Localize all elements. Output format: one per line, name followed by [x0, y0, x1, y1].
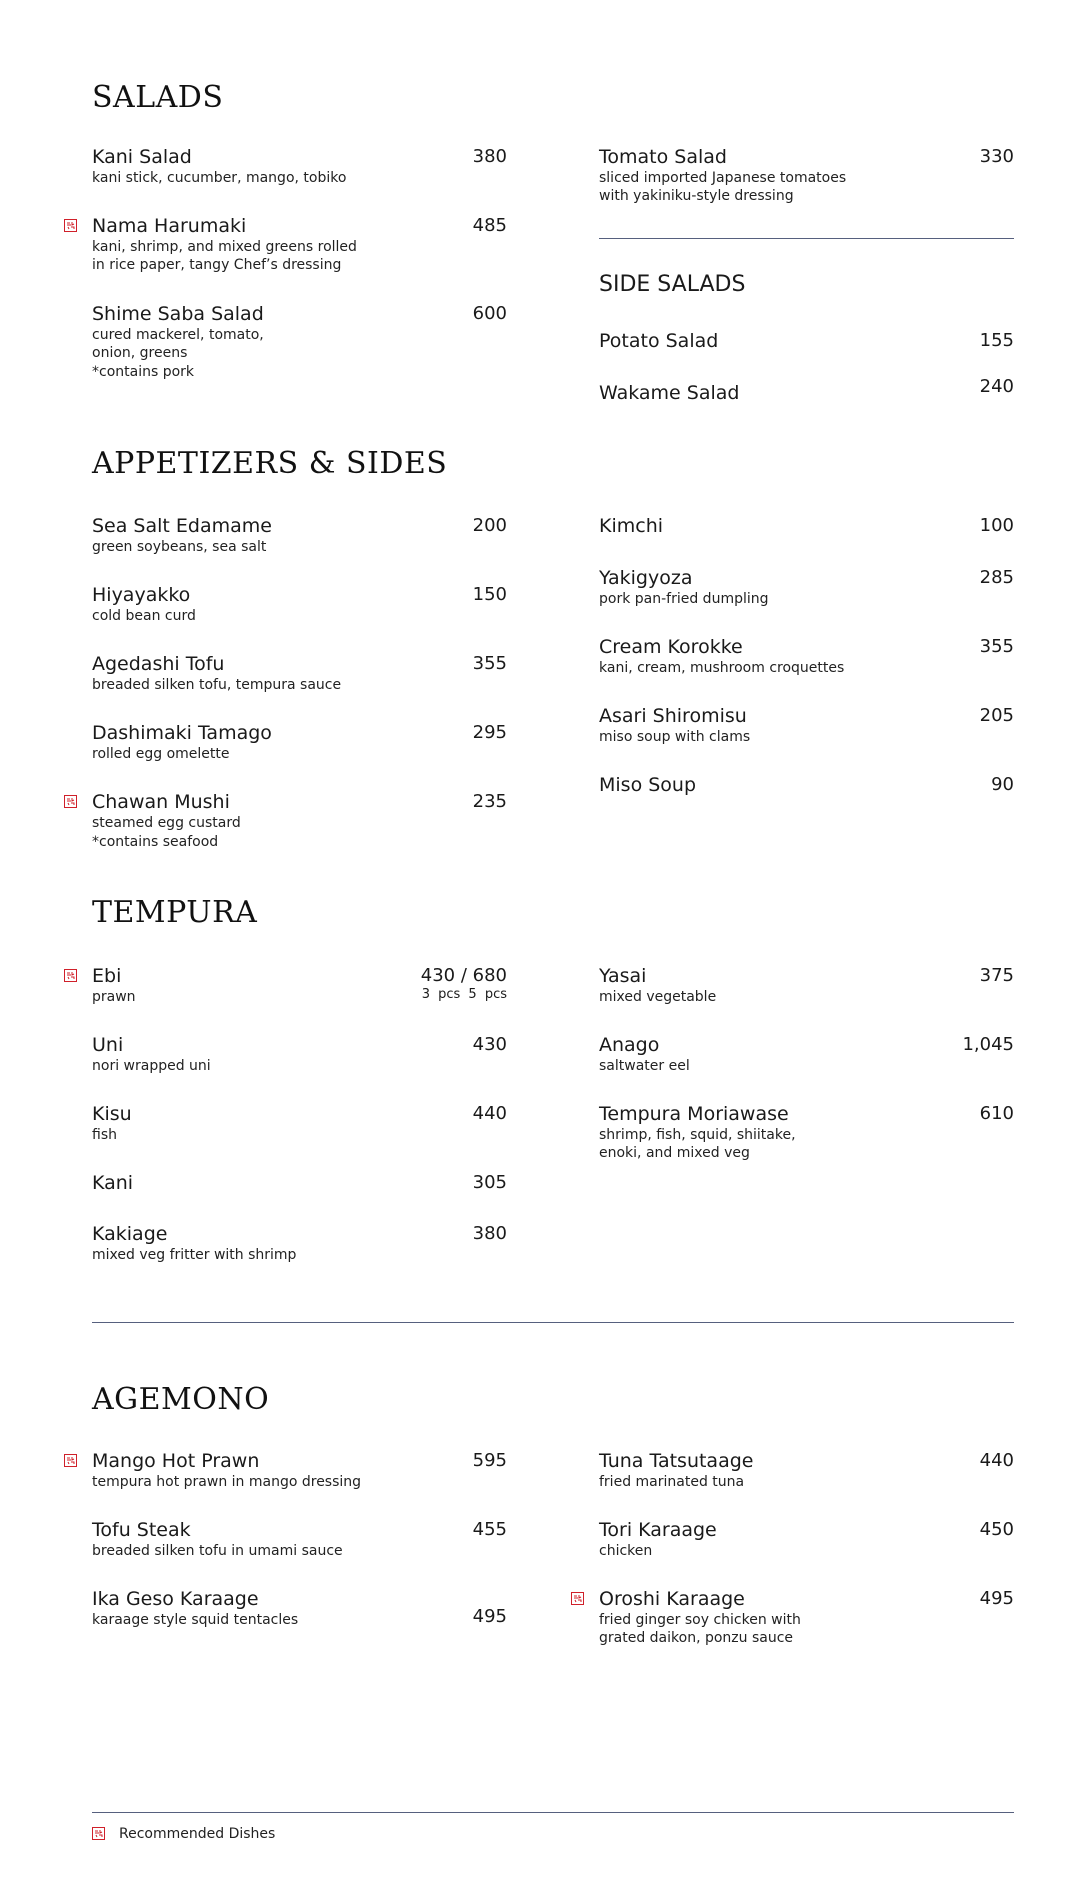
item-desc: kani, shrimp, and mixed greens rolled in rice paper, tangy Chef’s dressing: [92, 239, 357, 273]
item-desc: green soybeans, sea salt: [92, 539, 267, 555]
item-name: Potato Salad: [599, 330, 719, 352]
section-title-appetizers: APPETIZERS & SIDES: [92, 446, 448, 481]
item-price: 200: [472, 515, 507, 536]
item-note: *contains pork: [92, 364, 195, 380]
recommended-icon: [64, 219, 77, 232]
menu-item: [599, 567, 1014, 608]
item-price: 355: [979, 636, 1014, 657]
item-name: Ika Geso Karaage: [92, 1588, 259, 1610]
menu-item: [92, 1450, 507, 1491]
item-name: Agedashi Tofu: [92, 653, 225, 675]
menu-item: [92, 215, 507, 274]
menu-item: [92, 146, 507, 187]
item-name: Kakiage: [92, 1223, 168, 1245]
item-name: Miso Soup: [599, 774, 697, 796]
menu-item: [599, 1034, 1014, 1075]
item-desc: kani stick, cucumber, mango, tobiko: [92, 170, 347, 186]
item-price: 610: [979, 1103, 1014, 1124]
item-price: 495: [979, 1588, 1014, 1609]
menu-item: [92, 1519, 507, 1560]
item-desc: rolled egg omelette: [92, 746, 230, 762]
item-price: 455: [472, 1519, 507, 1540]
item-name: Hiyayakko: [92, 584, 191, 606]
item-desc: prawn: [92, 989, 136, 1005]
item-desc: chicken: [599, 1543, 653, 1559]
section-title-tempura: TEMPURA: [92, 895, 258, 930]
item-name: Uni: [92, 1034, 124, 1056]
item-price: 430 / 680: [420, 965, 507, 986]
menu-item: [92, 1034, 507, 1075]
item-desc: nori wrapped uni: [92, 1058, 211, 1074]
recommended-icon: [571, 1592, 584, 1605]
menu-item: [599, 515, 1014, 537]
item-pieces: 3 pcs 5 pcs: [421, 987, 507, 1002]
divider: [599, 238, 1014, 239]
menu-item: [92, 965, 507, 1006]
item-price: 90: [991, 774, 1014, 795]
item-name: Mango Hot Prawn: [92, 1450, 260, 1472]
recommended-icon: [92, 1827, 105, 1840]
item-name: Kani Salad: [92, 146, 192, 168]
item-name: Tuna Tatsutaage: [599, 1450, 754, 1472]
item-price: 485: [472, 215, 507, 236]
item-price: 205: [979, 705, 1014, 726]
legend-label: Recommended Dishes: [119, 1826, 276, 1842]
menu-item: [599, 774, 1014, 796]
menu-item: [92, 515, 507, 556]
item-desc: tempura hot prawn in mango dressing: [92, 1474, 362, 1490]
item-name: Dashimaki Tamago: [92, 722, 272, 744]
item-price: 440: [979, 1450, 1014, 1471]
menu-item: [599, 146, 1014, 205]
item-price: 150: [472, 584, 507, 605]
item-name: Tofu Steak: [92, 1519, 191, 1541]
item-desc: kani, cream, mushroom croquettes: [599, 660, 845, 676]
item-name: Tori Karaage: [599, 1519, 717, 1541]
item-price-block: [421, 965, 507, 1003]
item-desc: fish: [92, 1127, 117, 1143]
menu-item: [599, 705, 1014, 746]
menu-item: [92, 791, 507, 851]
item-name: Kani: [92, 1172, 134, 1194]
item-name: Yasai: [599, 965, 647, 987]
item-name: Kisu: [92, 1103, 132, 1125]
item-price: 240: [979, 376, 1014, 397]
item-price: 595: [472, 1450, 507, 1471]
menu-item: [92, 1103, 507, 1144]
item-desc: sliced imported Japanese tomatoes with yakiniku-style dressing: [599, 170, 847, 204]
item-price: 1,045: [962, 1034, 1014, 1055]
menu-item: [92, 1223, 507, 1264]
menu-item: [599, 1450, 1014, 1491]
divider: [92, 1322, 1014, 1323]
item-desc: pork pan-fried dumpling: [599, 591, 769, 607]
item-price: 295: [472, 722, 507, 743]
recommended-icon: [64, 795, 77, 808]
item-price: 330: [979, 146, 1014, 167]
item-price: 380: [472, 146, 507, 167]
recommended-icon: [64, 969, 77, 982]
item-note: *contains seafood: [92, 834, 219, 850]
menu-item: [92, 1588, 507, 1629]
item-price: 600: [472, 303, 507, 324]
menu-item: [599, 636, 1014, 677]
item-name: Ebi: [92, 965, 122, 987]
item-name: Wakame Salad: [599, 382, 740, 404]
item-name: Chawan Mushi: [92, 791, 230, 813]
item-name: Sea Salt Edamame: [92, 515, 272, 537]
menu-item: [599, 1588, 1014, 1647]
item-desc: miso soup with clams: [599, 729, 751, 745]
item-price: 440: [472, 1103, 507, 1124]
item-name: Kimchi: [599, 515, 664, 537]
item-name: Tomato Salad: [599, 146, 727, 168]
item-name: Shime Saba Salad: [92, 303, 264, 325]
item-desc: saltwater eel: [599, 1058, 690, 1074]
item-price: 235: [472, 791, 507, 812]
item-name: Cream Korokke: [599, 636, 743, 658]
item-price: 155: [979, 330, 1014, 351]
item-price: 495: [472, 1606, 507, 1627]
menu-item: [92, 653, 507, 694]
item-price: 450: [979, 1519, 1014, 1540]
menu-item: [599, 376, 1014, 404]
item-desc: breaded silken tofu, tempura sauce: [92, 677, 342, 693]
item-desc: shrimp, fish, squid, shiitake, enoki, and mixed veg: [599, 1127, 796, 1161]
item-desc: fried ginger soy chicken with grated daikon, ponzu sauce: [599, 1612, 801, 1646]
footer-divider: [92, 1812, 1014, 1813]
section-title-salads: SALADS: [92, 80, 224, 115]
item-desc: cold bean curd: [92, 608, 196, 624]
section-title-side-salads: SIDE SALADS: [599, 272, 746, 297]
item-price: 430: [472, 1034, 507, 1055]
item-desc: cured mackerel, tomato, onion, greens: [92, 327, 264, 361]
menu-item: [599, 965, 1014, 1006]
item-price: 305: [472, 1172, 507, 1193]
item-desc: karaage style squid tentacles: [92, 1612, 299, 1628]
item-desc: mixed vegetable: [599, 989, 717, 1005]
item-price: 285: [979, 567, 1014, 588]
item-price: 100: [979, 515, 1014, 536]
menu-item: [599, 330, 1014, 352]
item-price: 380: [472, 1223, 507, 1244]
recommended-icon: [64, 1454, 77, 1467]
item-name: Anago: [599, 1034, 660, 1056]
menu-item: [92, 1172, 507, 1194]
item-price: 355: [472, 653, 507, 674]
item-name: Yakigyoza: [599, 567, 693, 589]
menu-item: [92, 584, 507, 625]
item-desc: steamed egg custard: [92, 815, 241, 831]
item-price: 375: [979, 965, 1014, 986]
item-desc: mixed veg fritter with shrimp: [92, 1247, 297, 1263]
item-name: Tempura Moriawase: [599, 1103, 789, 1125]
section-title-agemono: AGEMONO: [92, 1382, 270, 1417]
item-name: Asari Shiromisu: [599, 705, 747, 727]
item-name: Oroshi Karaage: [599, 1588, 745, 1610]
item-desc: breaded silken tofu in umami sauce: [92, 1543, 343, 1559]
item-desc: fried marinated tuna: [599, 1474, 745, 1490]
item-name: Nama Harumaki: [92, 215, 247, 237]
menu-item: [92, 303, 507, 381]
menu-item: [599, 1519, 1014, 1560]
menu-item: [92, 722, 507, 763]
menu-item: [599, 1103, 1014, 1162]
